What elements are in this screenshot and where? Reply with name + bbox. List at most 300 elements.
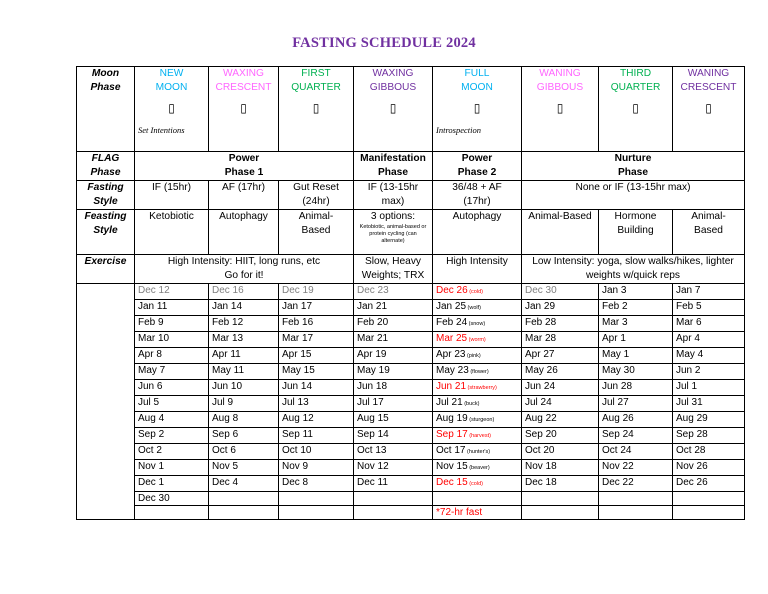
- date-cell: [279, 300, 354, 316]
- label-line: Feasting: [84, 211, 127, 222]
- date-cell: [279, 284, 354, 300]
- date-cell: [354, 492, 433, 506]
- cell-line: High Intensity: HIIT, long runs, etc: [167, 256, 321, 267]
- date-cell: [279, 364, 354, 380]
- date-text: Nov 18: [525, 461, 557, 472]
- date-cell: [433, 476, 522, 492]
- date-text: Sep 28: [676, 429, 708, 440]
- date-cell: [522, 428, 599, 444]
- moon-icon: ▯: [705, 101, 712, 115]
- date-text: Jan 17: [282, 301, 313, 312]
- phase-waxing-crescent: [209, 67, 279, 152]
- date-text: Apr 11: [212, 349, 241, 360]
- date-text: May 19: [357, 365, 390, 376]
- date-text: Dec 30: [138, 493, 170, 504]
- date-text: Dec 11: [357, 477, 388, 488]
- date-cell: [135, 506, 209, 520]
- label-line: Fasting: [87, 182, 124, 193]
- feasting-waxing-gibbous: [354, 210, 433, 255]
- row-label-cell: [77, 348, 135, 364]
- manifestation-phase: [354, 152, 433, 181]
- date-text: Jun 2: [676, 365, 701, 376]
- fasting-schedule-table: [76, 66, 745, 520]
- power-phase-2: [433, 152, 522, 181]
- flag-phase-row: [77, 152, 745, 181]
- date-cell: [354, 316, 433, 332]
- label-line: FLAG: [91, 153, 120, 164]
- table-row: [77, 380, 745, 396]
- date-text: Jan 7: [676, 285, 701, 296]
- date-cell: [599, 332, 673, 348]
- moon-name-note: (cold): [467, 481, 483, 487]
- date-cell: [279, 506, 354, 520]
- date-cell: [354, 364, 433, 380]
- date-cell: [522, 380, 599, 396]
- date-cell: [135, 348, 209, 364]
- feasting-waning-crescent: [673, 210, 745, 255]
- phase-name-line: CRESCENT: [680, 82, 737, 93]
- cell-line: 36/48 + AF: [452, 182, 502, 193]
- cell-line: weights w/quick reps: [586, 270, 680, 281]
- date-text: Apr 27: [525, 349, 555, 360]
- date-cell: [209, 300, 279, 316]
- date-text: Oct 20: [525, 445, 555, 456]
- date-cell: [599, 460, 673, 476]
- date-text: Dec 30: [525, 285, 557, 296]
- date-cell: [673, 396, 745, 412]
- date-text: Oct 10: [282, 445, 312, 456]
- date-text: Mar 10: [138, 333, 170, 344]
- moon-name-note: (wolf): [466, 305, 482, 311]
- fasting-waxing-gibbous: [354, 181, 433, 210]
- date-text: Dec 8: [282, 477, 309, 488]
- date-cell: [354, 506, 433, 520]
- moon-name-note: (flower): [468, 369, 489, 375]
- moon-icon: ▯: [168, 101, 175, 115]
- fasting-new-moon: IF (15hr): [135, 181, 209, 210]
- date-cell: [209, 316, 279, 332]
- moon-icon: ▯: [556, 101, 564, 115]
- date-cell: [433, 284, 522, 300]
- moon-name-note: (beaver): [467, 465, 490, 471]
- date-cell: [433, 428, 522, 444]
- date-cell: [522, 364, 599, 380]
- table-row: [77, 428, 745, 444]
- date-cell: [135, 412, 209, 428]
- moon-name-note: (buck): [462, 401, 480, 407]
- cell-line: Phase: [377, 167, 408, 178]
- moon-name-note: (pink): [465, 353, 481, 359]
- date-text: Dec 26: [436, 285, 468, 296]
- cell-line: Low Intensity: yoga, slow walks/hikes, lighter: [532, 256, 734, 267]
- date-text: Dec 22: [602, 477, 634, 488]
- date-text: Dec 15: [436, 477, 468, 488]
- date-text: May 7: [138, 365, 166, 376]
- date-cell: [135, 364, 209, 380]
- label-line: Phase: [90, 82, 121, 93]
- row-label-cell: [77, 300, 135, 316]
- phase-waxing-gibbous: [354, 67, 433, 152]
- cell-line: Weights; TRX: [361, 270, 425, 281]
- date-text: Jan 29: [525, 301, 556, 312]
- date-cell: [354, 444, 433, 460]
- date-text: Sep 20: [525, 429, 557, 440]
- date-cell: [279, 332, 354, 348]
- moon-name-note: (worm): [467, 337, 486, 343]
- date-text: Mar 13: [212, 333, 244, 344]
- feasting-waning-gibbous: Animal-Based: [522, 210, 599, 255]
- date-text: Oct 24: [602, 445, 632, 456]
- row-label-cell: [77, 460, 135, 476]
- date-cell: [599, 364, 673, 380]
- date-text: Aug 26: [602, 413, 634, 424]
- date-text: Nov 15: [436, 461, 468, 472]
- date-text: Jan 3: [602, 285, 627, 296]
- row-label-cell: [77, 476, 135, 492]
- date-cell: [522, 412, 599, 428]
- date-cell: [673, 506, 745, 520]
- date-cell: [673, 444, 745, 460]
- date-cell: [522, 492, 599, 506]
- row-label-cell: [77, 364, 135, 380]
- date-cell: [135, 460, 209, 476]
- date-cell: [599, 412, 673, 428]
- date-text: Feb 12: [212, 317, 244, 328]
- phase-note: Introspection: [436, 125, 482, 135]
- date-text: Oct 13: [357, 445, 387, 456]
- moon-name-note: (strawberry): [466, 385, 497, 391]
- date-text: Sep 14: [357, 429, 389, 440]
- date-text: *72-hr fast: [436, 507, 483, 518]
- date-text: May 15: [282, 365, 315, 376]
- date-text: Jan 14: [212, 301, 243, 312]
- date-cell: [673, 364, 745, 380]
- flag-phase-label: [77, 152, 135, 181]
- date-text: Jul 31: [676, 397, 703, 408]
- date-cell: [599, 492, 673, 506]
- date-cell: [279, 316, 354, 332]
- date-cell: [209, 412, 279, 428]
- feasting-third-quarter: [599, 210, 673, 255]
- cell-line: Animal-: [298, 211, 334, 222]
- exercise-slow-heavy: [354, 255, 433, 284]
- date-text: Sep 2: [138, 429, 165, 440]
- table-row: [77, 460, 745, 476]
- date-cell: [209, 506, 279, 520]
- table-row: [77, 364, 745, 380]
- date-text: Apr 15: [282, 349, 312, 360]
- date-cell: [279, 348, 354, 364]
- date-cell: [135, 444, 209, 460]
- moon-icon: ▯: [632, 101, 639, 115]
- row-label-cell: [77, 412, 135, 428]
- phase-new-moon: [135, 67, 209, 152]
- exercise-low-intensity: [522, 255, 745, 284]
- date-text: Feb 24: [436, 317, 468, 328]
- date-text: Jun 6: [138, 381, 163, 392]
- phase-name-line: MOON: [155, 82, 188, 93]
- date-text: Mar 3: [602, 317, 628, 328]
- date-text: Apr 4: [676, 333, 700, 344]
- cell-line: Based: [301, 225, 331, 236]
- date-text: Nov 5: [212, 461, 239, 472]
- row-label-cell: [77, 444, 135, 460]
- cell-line: max): [381, 196, 405, 207]
- date-cell: [279, 444, 354, 460]
- date-text: Feb 5: [676, 301, 702, 312]
- date-text: Nov 1: [138, 461, 165, 472]
- phase-name-line: WANING: [539, 68, 581, 79]
- date-cell: [354, 332, 433, 348]
- cell-line: Phase 1: [224, 167, 264, 178]
- date-text: Dec 1: [138, 477, 165, 488]
- phase-note: Set Intentions: [138, 125, 185, 135]
- feasting-options-note: Ketobiotic, animal-based or protein cycling (can alternate): [359, 224, 427, 244]
- moon-name-note: (cold): [467, 289, 483, 295]
- moon-name-note: (hunter's): [465, 449, 491, 455]
- date-text: Feb 9: [138, 317, 164, 328]
- date-cell: [599, 396, 673, 412]
- date-cell: [673, 492, 745, 506]
- date-text: Aug 15: [357, 413, 389, 424]
- date-cell: [279, 412, 354, 428]
- date-text: Feb 2: [602, 301, 628, 312]
- cell-line: Gut Reset: [293, 182, 339, 193]
- row-label-cell: [77, 506, 135, 520]
- date-cell: [599, 444, 673, 460]
- date-cell: [599, 284, 673, 300]
- date-cell: [673, 412, 745, 428]
- date-text: Nov 12: [357, 461, 389, 472]
- date-text: Apr 8: [138, 349, 162, 360]
- table-row: [77, 412, 745, 428]
- date-text: Oct 2: [138, 445, 162, 456]
- date-text: Jun 14: [282, 381, 313, 392]
- date-cell: [599, 348, 673, 364]
- date-text: Dec 18: [525, 477, 557, 488]
- date-text: Aug 29: [676, 413, 708, 424]
- date-cell: [673, 332, 745, 348]
- date-cell: [354, 348, 433, 364]
- date-cell: [433, 506, 522, 520]
- power-phase-1: [135, 152, 354, 181]
- label-line: Style: [93, 196, 118, 207]
- phase-name-line: QUARTER: [610, 82, 661, 93]
- date-cell: [135, 332, 209, 348]
- date-text: Jul 13: [282, 397, 309, 408]
- exercise-label: Exercise: [77, 255, 135, 284]
- date-text: Aug 4: [138, 413, 165, 424]
- table-row: [77, 300, 745, 316]
- date-cell: [354, 396, 433, 412]
- table-row: [77, 396, 745, 412]
- date-cell: [673, 316, 745, 332]
- date-cell: [209, 492, 279, 506]
- date-text: Nov 9: [282, 461, 309, 472]
- date-text: Oct 17: [436, 445, 466, 456]
- date-text: Nov 22: [602, 461, 634, 472]
- phase-name-line: WAXING: [372, 68, 414, 79]
- date-cell: [354, 284, 433, 300]
- date-cell: [433, 444, 522, 460]
- row-label-cell: [77, 332, 135, 348]
- date-cell: [433, 300, 522, 316]
- date-text: Feb 20: [357, 317, 389, 328]
- cell-line: Nurture: [614, 153, 652, 164]
- date-text: Jul 1: [676, 381, 698, 392]
- fasting-first-quarter: [279, 181, 354, 210]
- cell-line: 3 options:: [370, 211, 416, 222]
- fasting-style-label: [77, 181, 135, 210]
- date-cell: [599, 316, 673, 332]
- date-cell: [209, 460, 279, 476]
- date-text: Dec 26: [676, 477, 708, 488]
- phase-full-moon: [433, 67, 522, 152]
- phase-name-line: GIBBOUS: [369, 82, 417, 93]
- date-cell: [354, 476, 433, 492]
- date-cell: [433, 396, 522, 412]
- fasting-nurture: None or IF (13-15hr max): [522, 181, 745, 210]
- date-text: Apr 1: [602, 333, 626, 344]
- cell-line: (24hr): [302, 196, 330, 207]
- date-cell: [673, 460, 745, 476]
- date-cell: [433, 492, 522, 506]
- date-text: Sep 11: [282, 429, 313, 440]
- exercise-high-intensity: [135, 255, 354, 284]
- date-cell: [209, 396, 279, 412]
- date-text: Mar 6: [676, 317, 702, 328]
- date-cell: [209, 428, 279, 444]
- date-cell: [599, 380, 673, 396]
- date-cell: [135, 380, 209, 396]
- date-text: Jan 21: [357, 301, 388, 312]
- cell-line: Hormone: [614, 211, 657, 222]
- phase-first-quarter: [279, 67, 354, 152]
- date-cell: [279, 492, 354, 506]
- date-cell: [279, 460, 354, 476]
- moon-icon: ▯: [312, 101, 320, 115]
- date-text: Jul 17: [357, 397, 384, 408]
- date-cell: [279, 428, 354, 444]
- date-cell: [209, 348, 279, 364]
- moon-name-note: (harvest): [467, 433, 491, 439]
- exercise-row: [77, 255, 745, 284]
- date-text: Jun 21: [436, 381, 467, 392]
- row-label-cell: [77, 492, 135, 506]
- date-cell: [209, 444, 279, 460]
- date-cell: [135, 428, 209, 444]
- cell-line: Phase 2: [457, 167, 497, 178]
- phase-name-line: FIRST: [301, 68, 331, 79]
- date-text: May 26: [525, 365, 558, 376]
- date-text: May 30: [602, 365, 635, 376]
- date-cell: [599, 506, 673, 520]
- date-cell: [673, 348, 745, 364]
- date-cell: [354, 412, 433, 428]
- date-text: Aug 19: [436, 413, 468, 424]
- date-cell: [522, 460, 599, 476]
- date-cell: [522, 444, 599, 460]
- date-cell: [433, 364, 522, 380]
- date-text: Feb 16: [282, 317, 314, 328]
- phase-name-line: FULL: [464, 68, 490, 79]
- feasting-style-row: [77, 210, 745, 255]
- date-cell: [673, 284, 745, 300]
- date-cell: [599, 300, 673, 316]
- phase-name-line: QUARTER: [291, 82, 341, 93]
- date-cell: [673, 380, 745, 396]
- date-text: Mar 28: [525, 333, 557, 344]
- label-line: Moon: [91, 68, 120, 79]
- date-cell: [522, 332, 599, 348]
- date-text: May 23: [436, 365, 469, 376]
- phase-name-line: CRESCENT: [215, 82, 272, 93]
- table-row: [77, 332, 745, 348]
- feasting-style-label: [77, 210, 135, 255]
- date-cell: [279, 476, 354, 492]
- date-text: Dec 16: [212, 285, 244, 296]
- date-cell: [522, 476, 599, 492]
- moon-phase-label: [77, 67, 135, 152]
- date-text: Dec 4: [212, 477, 239, 488]
- moon-icon: ▯: [473, 101, 481, 115]
- date-cell: [433, 348, 522, 364]
- date-text: Apr 23: [436, 349, 466, 360]
- table-row: [77, 316, 745, 332]
- date-cell: [433, 380, 522, 396]
- date-text: Aug 12: [282, 413, 314, 424]
- date-text: Jun 28: [602, 381, 633, 392]
- date-cell: [135, 492, 209, 506]
- cell-line: Go for it!: [224, 270, 264, 281]
- cell-line: Slow, Heavy: [364, 256, 422, 267]
- phase-name-line: MOON: [461, 82, 493, 93]
- date-cell: [354, 460, 433, 476]
- feasting-new-moon: Ketobiotic: [135, 210, 209, 255]
- feasting-first-quarter: [279, 210, 354, 255]
- date-cell: [135, 284, 209, 300]
- phase-name-line: THIRD: [619, 68, 652, 79]
- date-text: Jul 24: [525, 397, 552, 408]
- date-text: Dec 19: [282, 285, 314, 296]
- date-cell: [279, 396, 354, 412]
- phase-name-line: WANING: [687, 68, 730, 79]
- date-cell: [433, 460, 522, 476]
- date-cell: [522, 396, 599, 412]
- row-label-cell: [77, 380, 135, 396]
- fasting-style-row: [77, 181, 745, 210]
- date-cell: [673, 300, 745, 316]
- date-cell: [522, 316, 599, 332]
- date-text: Nov 26: [676, 461, 708, 472]
- date-text: Mar 25: [436, 333, 468, 344]
- phase-third-quarter: [599, 67, 673, 152]
- cell-line: Power: [461, 153, 493, 164]
- date-text: Jul 21: [436, 397, 463, 408]
- date-cell: [209, 284, 279, 300]
- table-row: [77, 506, 745, 520]
- date-text: Jan 25: [436, 301, 467, 312]
- phase-name-line: WAXING: [223, 68, 264, 79]
- date-cell: [209, 380, 279, 396]
- date-rows: [77, 284, 745, 520]
- row-label-cell: [77, 284, 135, 300]
- fasting-full-moon: [433, 181, 522, 210]
- cell-line: Manifestation: [360, 153, 426, 164]
- date-cell: [522, 284, 599, 300]
- cell-line: Based: [694, 225, 723, 236]
- date-text: Sep 6: [212, 429, 239, 440]
